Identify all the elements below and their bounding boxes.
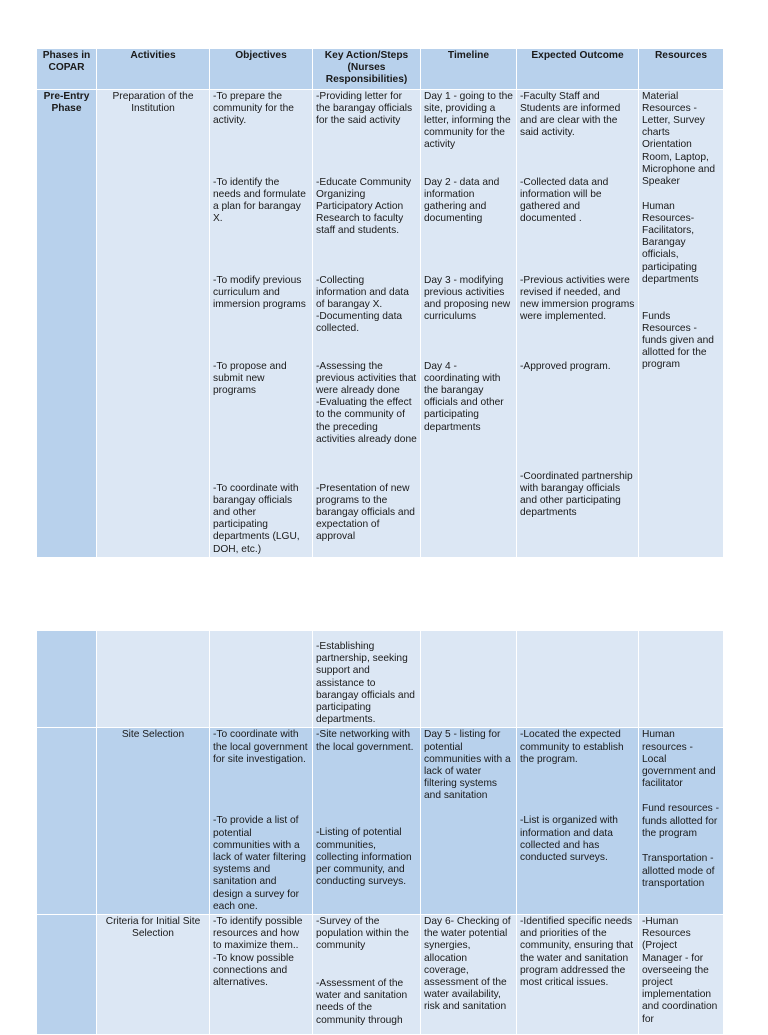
- header-phases: Phases in COPAR: [37, 49, 97, 90]
- action-item: -Providing letter for the barangay officials for the said activity: [316, 90, 413, 127]
- action-item: -Educate Community Organizing Participatory Action Research to faculty staff and students.: [316, 176, 412, 237]
- activity-cell: Criteria for Initial Site Selection: [97, 915, 210, 1035]
- resources-cell: [639, 631, 724, 728]
- action-item: -Collecting information and data of barangay X. -Documenting data collected.: [316, 274, 409, 335]
- timeline-item: Day 4 - coordinating with the barangay officials and other participating departments: [424, 360, 504, 433]
- outcome-item: -Previous activities were revised if needed, and new immersion programs were implemented.: [520, 274, 635, 323]
- objective-item: -To propose and submit new programs: [213, 360, 287, 397]
- outcome-item: -Located the expected community to establish the program.: [520, 729, 624, 765]
- objective-item: -To coordinate with barangay officials and other participating departments (LGU, DOH, etc.): [213, 482, 300, 555]
- objective-item: -To prepare the community for the activity.: [213, 90, 294, 127]
- timeline-item: Day 2 - data and information gathering and documenting: [424, 176, 500, 225]
- outcome-item: -Faculty Staff and Students are informed and are clear with the said activity.: [520, 90, 621, 139]
- objective-item: -To modify previous curriculum and immersion programs: [213, 274, 306, 311]
- table-row: [37, 89, 724, 557]
- actions-cell: [313, 915, 421, 1035]
- outcome-item: -Approved program.: [520, 360, 611, 372]
- resource-item: Funds Resources - funds given and allotted for the program: [642, 310, 714, 371]
- copar-plan-table: [36, 48, 724, 558]
- resource-item: Fund resources - funds allotted for the program: [642, 803, 720, 839]
- timeline-cell: Day 6- Checking of the water potential synergies, allocation coverage, assessment of the water availability, risk and sanitation: [421, 915, 517, 1035]
- timeline-cell: Day 5 - listing for potential communities with a lack of water filtering systems and sanitation: [421, 728, 517, 915]
- header-activities: Activities: [97, 49, 210, 90]
- copar-plan-table-continued: [36, 630, 724, 1035]
- outcomes-cell: -Identified specific needs and priorities of the community, ensuring that the water and sanitation program addressed the most critical issues.: [517, 915, 639, 1035]
- phase-cell: [37, 728, 97, 915]
- outcomes-cell: [517, 631, 639, 728]
- outcome-item: -Collected data and information will be gathered and documented .: [520, 176, 609, 225]
- resource-item: Human Resources- Facilitators, Barangay officials, participating departments: [642, 200, 699, 285]
- outcome-item: -List is organized with information and data collected and has conducted surveys.: [520, 815, 618, 864]
- activity-cell: Site Selection: [97, 728, 210, 915]
- outcomes-cell: [517, 728, 639, 915]
- action-item: -Site networking with the local government.: [316, 729, 414, 753]
- action-item: -Establishing partnership, seeking support and assistance to barangay officials and participating departments.: [316, 641, 415, 726]
- timeline-cell: [421, 89, 517, 557]
- table-row: [37, 631, 724, 728]
- objectives-cell: [210, 728, 313, 915]
- table-row: [37, 728, 724, 915]
- outcome-item: -Coordinated partnership with barangay officials and other participating departments: [520, 470, 633, 519]
- table-page-2: [36, 630, 723, 1035]
- phase-cell: [37, 631, 97, 728]
- header-timeline: Timeline: [421, 49, 517, 90]
- timeline-cell: [421, 631, 517, 728]
- objective-item: -To identify the needs and formulate a plan for barangay X.: [213, 176, 306, 225]
- timeline-item: Day 3 - modifying previous activities and proposing new curriculums: [424, 274, 511, 323]
- objective-item: -To provide a list of potential communities with a lack of water filtering systems and sanitation and design a survey for each one.: [213, 815, 306, 912]
- resource-item: Material Resources - Letter, Survey charts Orientation Room, Laptop, Microphone and Speaker: [642, 90, 716, 188]
- outcomes-cell: [517, 89, 639, 557]
- actions-cell: [313, 728, 421, 915]
- resource-item: Human resources - Local government and facilitator: [642, 729, 716, 790]
- phase-cell: Pre-Entry Phase: [37, 89, 97, 557]
- header-objectives: Objectives: [210, 49, 313, 90]
- resource-item: Transportation - allotted mode of transportation: [642, 853, 715, 889]
- resources-cell: -Human Resources (Project Manager - for overseeing the project implementation and coordination for: [639, 915, 724, 1035]
- header-key-actions: Key Action/Steps (Nurses Responsibilities): [313, 49, 421, 90]
- actions-cell: [313, 89, 421, 557]
- objective-item: -To identify possible resources and how to maximize them.. -To know possible connections and alternatives.: [213, 916, 303, 989]
- header-resources: Resources: [639, 49, 724, 90]
- action-item: -Assessing the previous activities that were already done -Evaluating the effect to the community of the preceding activities already done: [316, 360, 417, 445]
- actions-cell: [313, 631, 421, 728]
- resources-cell: [639, 89, 724, 557]
- table-page-1: [36, 48, 723, 558]
- action-item: -Survey of the population within the community: [316, 916, 409, 952]
- timeline-item: Day 1 - going to the site, providing a letter, informing the community for the activity: [424, 90, 513, 151]
- resources-cell: [639, 728, 724, 915]
- activity-cell: [97, 631, 210, 728]
- phase-cell: [37, 915, 97, 1035]
- table-header-row: [37, 49, 724, 90]
- objectives-cell: [210, 89, 313, 557]
- action-item: -Assessment of the water and sanitation needs of the community through: [316, 978, 408, 1026]
- action-item: -Presentation of new programs to the barangay officials and expectation of approval: [316, 482, 415, 543]
- objective-item: -To coordinate with the local government for site investigation.: [213, 729, 308, 765]
- objectives-cell: [210, 631, 313, 728]
- table-row: [37, 915, 724, 1035]
- objectives-cell: [210, 915, 313, 1035]
- header-expected-outcome: Expected Outcome: [517, 49, 639, 90]
- action-item: -Listing of potential communities, collecting information per community, and conducting surveys.: [316, 827, 412, 888]
- activity-cell: Preparation of the Institution: [97, 89, 210, 557]
